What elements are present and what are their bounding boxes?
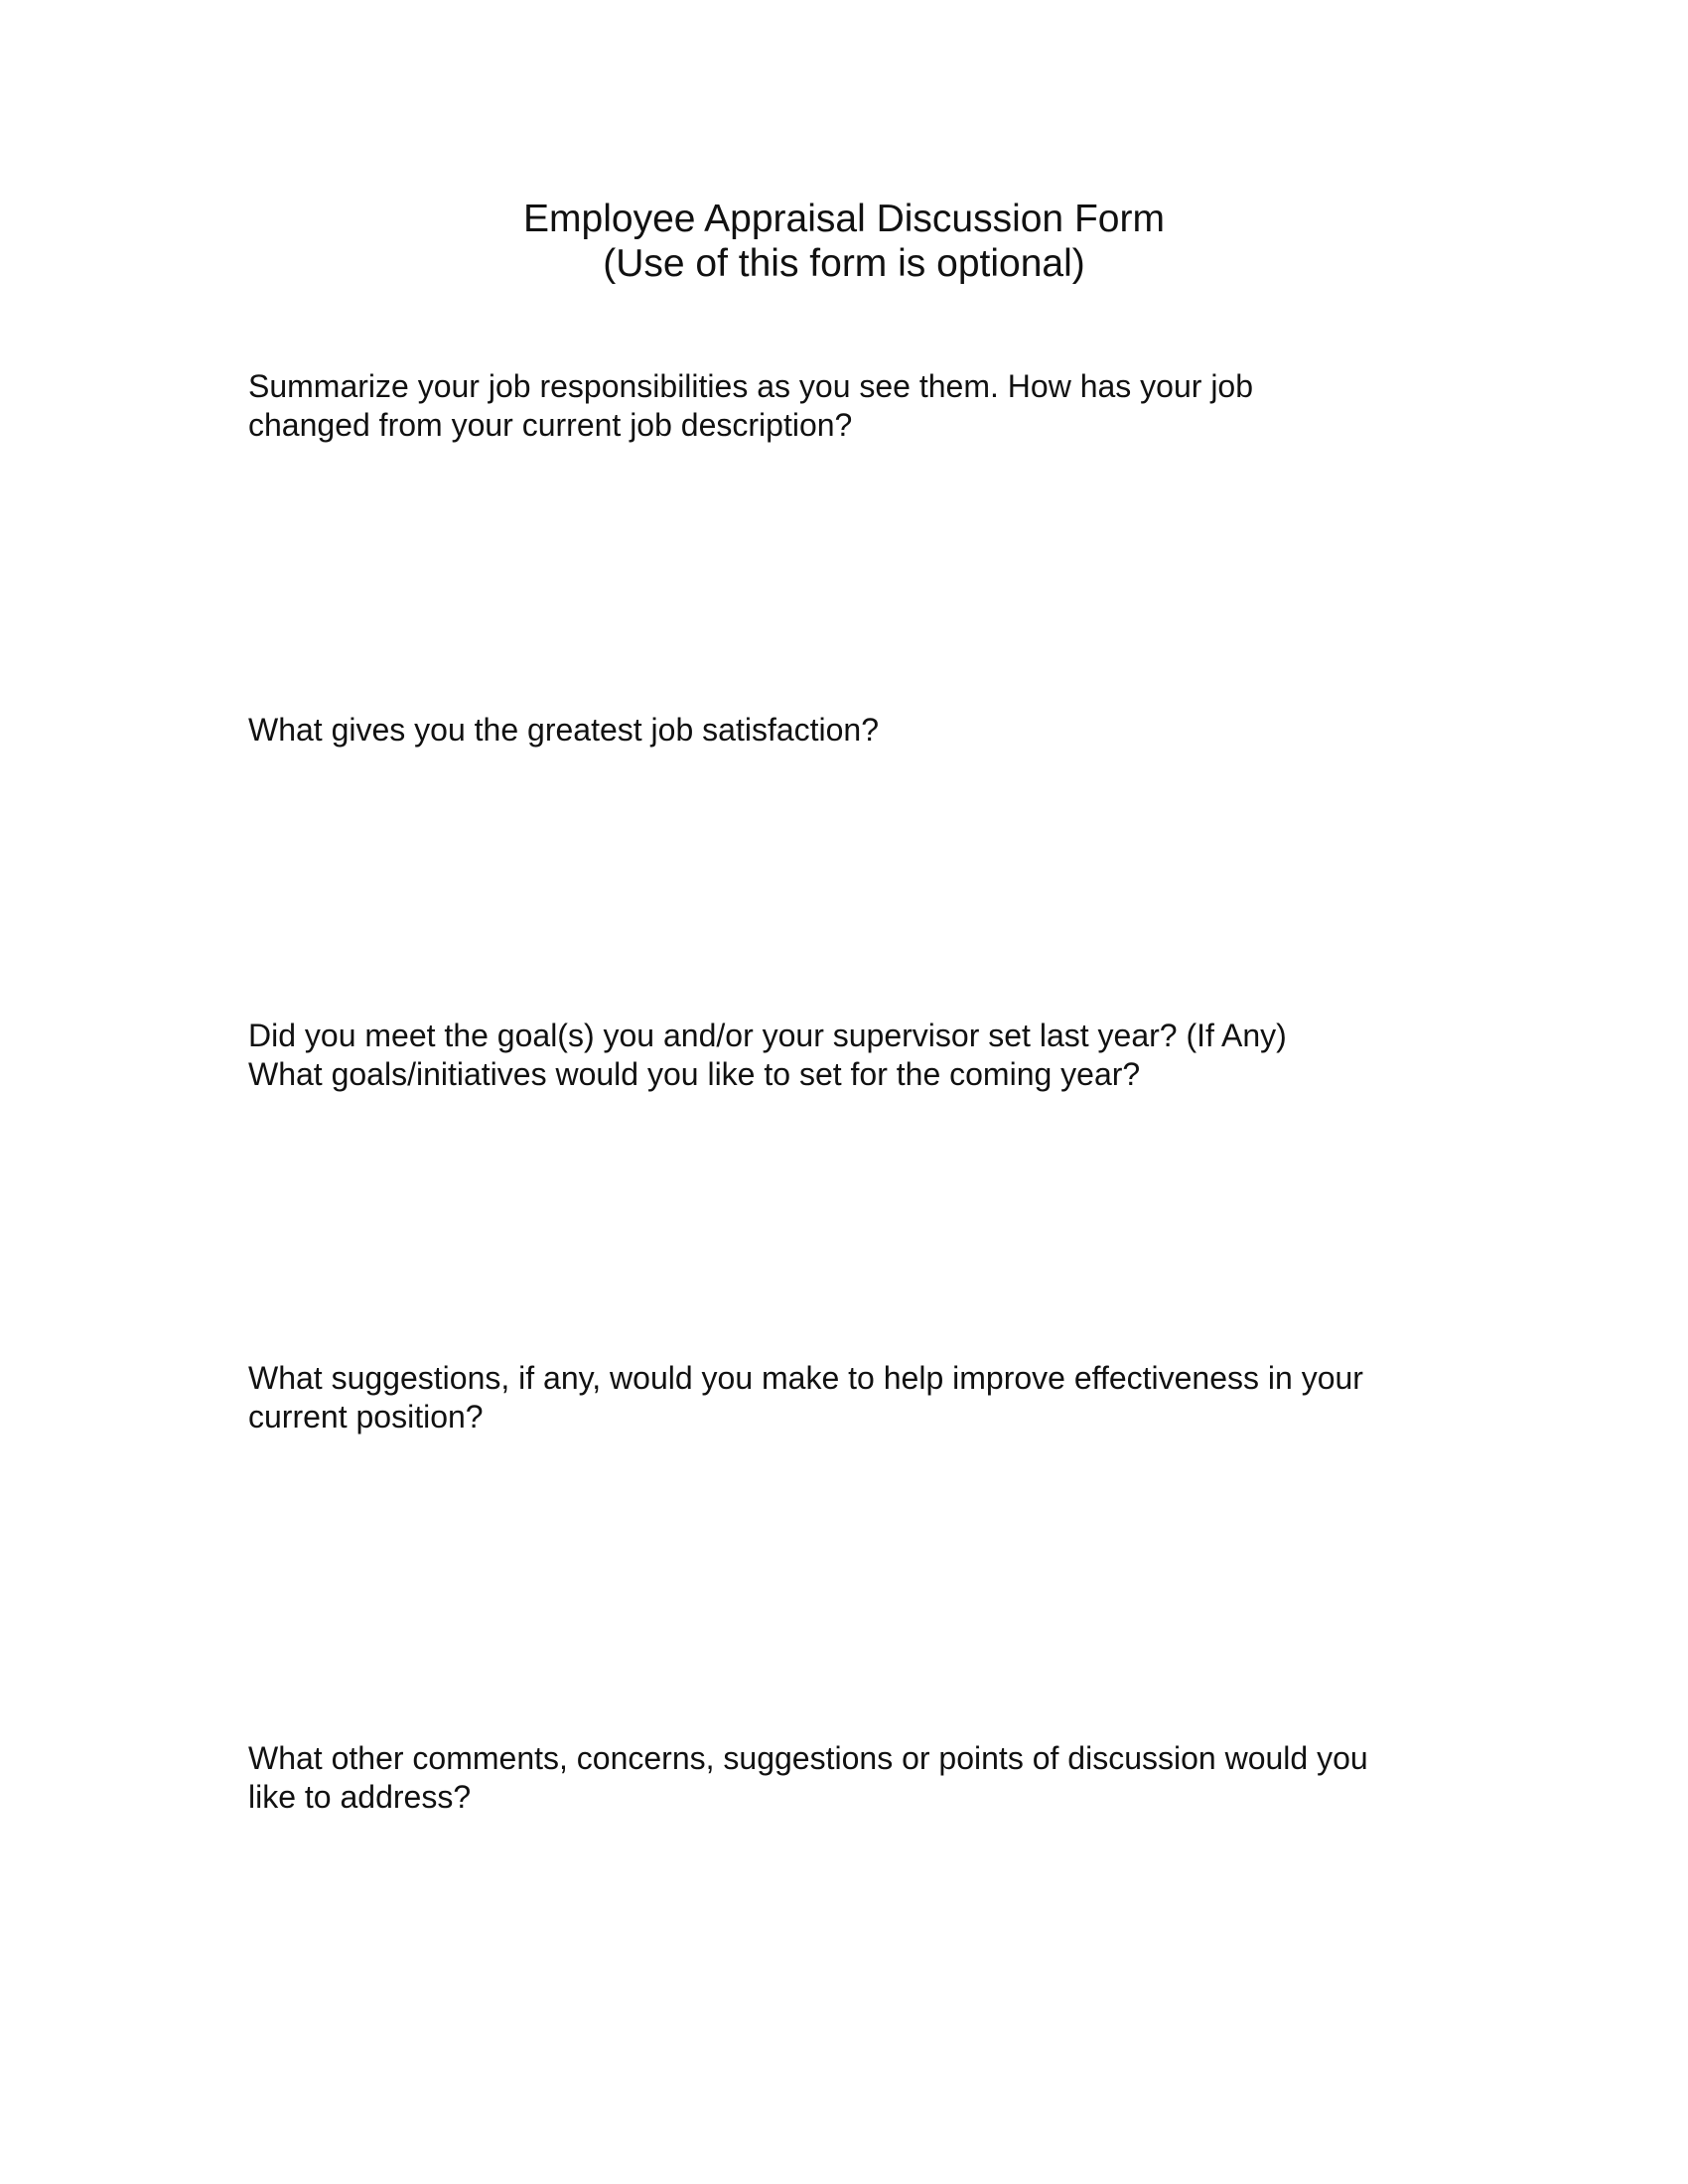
question-job-satisfaction: [248, 711, 1460, 750]
question-text-line: like to address?: [248, 1779, 472, 1815]
question-job-responsibilities: [248, 367, 1460, 445]
question-goals: [248, 1017, 1460, 1094]
question-text-line: Summarize your job responsibilities as you see them. How has your job: [248, 368, 1254, 404]
question-other-comments: [248, 1739, 1460, 1817]
question-text-line: What goals/initiatives would you like to set for the coming year?: [248, 1056, 1141, 1092]
question-suggestions: [248, 1359, 1460, 1436]
question-text-line: What suggestions, if any, would you make to help improve effectiveness in your: [248, 1360, 1363, 1396]
question-text-line: changed from your current job description?: [248, 407, 853, 443]
question-text-line: What gives you the greatest job satisfaction?: [248, 712, 880, 748]
form-header: [0, 197, 1688, 286]
form-title: Employee Appraisal Discussion Form: [523, 198, 1165, 240]
question-text-line: current position?: [248, 1399, 484, 1434]
question-text-line: What other comments, concerns, suggestions or points of discussion would you: [248, 1740, 1368, 1776]
form-subtitle: (Use of this form is optional): [603, 242, 1085, 285]
question-text-line: Did you meet the goal(s) you and/or your supervisor set last year? (If Any): [248, 1018, 1287, 1053]
